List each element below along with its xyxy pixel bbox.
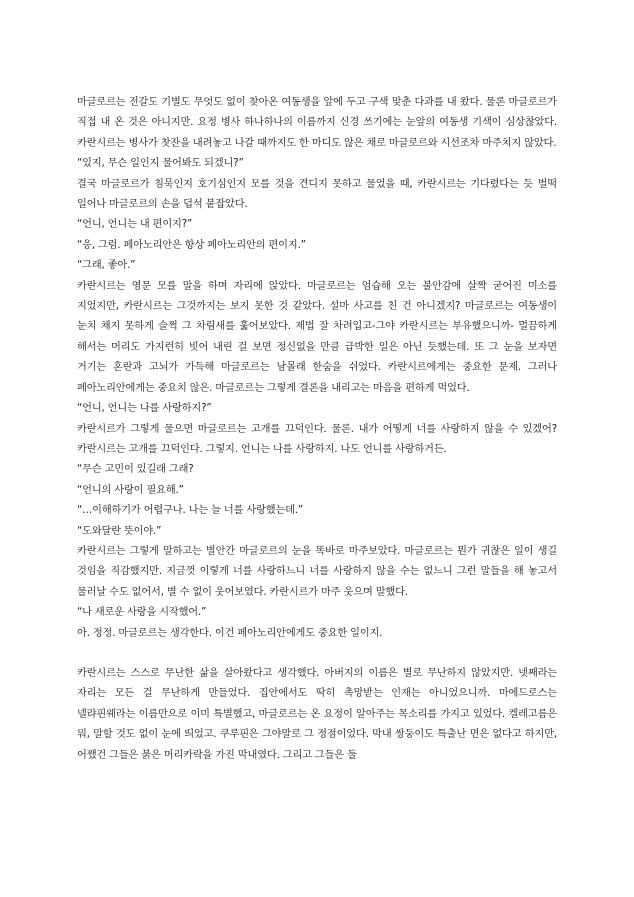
dialogue-line: “…이해하기가 어렵구나. 나는 늘 너를 사랑했는데.” xyxy=(77,505,304,517)
dialogue-line: “언니, 언니는 나를 사랑하지?” xyxy=(77,403,212,415)
paragraph: 아. 정정. 마글로르는 생각한다. 이건 페아노리안에게도 중요한 일이지. xyxy=(77,627,383,639)
dialogue-line: “언니의 사랑이 필요해.” xyxy=(77,484,184,496)
dialogue-line: “응, 그럼. 페아노리안은 항상 페아노리안의 편이지.” xyxy=(77,239,306,251)
paragraph: 카란시르는 그렇게 말하고는 별안간 마글로르의 눈을 똑바로 마주보았다. 마글로르는 뭔가 귀찮은 일이 생길 것임을 직감했지만. 지금껏 이렇게 너를 사랑하느니 너를 사랑하지 않을 수는 없느니 그런 말들을 해 놓고서 물러날 수도 없어서, 별 수 없이 웃어보였다. 카란시르가 마주 웃으며 말했다. xyxy=(77,545,557,598)
dialogue-line: “있지, 무슨 일인지 물어봐도 되겠니?” xyxy=(77,158,244,170)
dialogue-line: “도와달란 뜻이야.” xyxy=(77,525,162,537)
paragraph: 마글로르는 전갈도 기별도 무엇도 없이 찾아온 여동생을 앞에 두고 구색 맞춘 다과를 내 왔다. 물론 마글로르가 직접 내 온 것은 아니지만. 요정 병사 하나하나의 이름까지 신경 쓰기에는 눈앞의 여동생 기색이 심상찮았다. 카란시르는 병사가 찻잔을 내려놓고 나갈 때까지도 한 마디도 않은 채로 마글로르와 시선조차 마주치지 않았다. xyxy=(77,97,557,149)
paragraph: 카란시르는 영문 모를 말을 하며 자리에 앉았다. 마글로르는 엄습해 오는 불안감에 살짝 굳어진 미소를 지었지만, 카란시르는 그것까지는 보지 못한 것 같았다. 설마 사고를 친 건 아니겠지? 마글로르는 여동생이 눈치 채지 못하게 슬쩍 그 차림새를 훑어보았다. 제법 잘 차려입고-그야 카란시르는 부유했으니까- 멀끔하게 해서는 머리도 가지런히 빗어 내린 걸 보면 정신없을 만큼 급박한 일은 아닌 듯했는데. 또 그 눈을 보자면 거기는 혼란과 고뇌가 가득해 마글로르는 남몰래 한숨을 쉬었다. 카란시르에게는 중요한 문제. 그러나 페아노리안에게는 중요치 않은. 마글로르는 그렇게 결론을 내리고는 마음을 편하게 먹었다. xyxy=(77,280,557,394)
dialogue-line: “무슨 고민이 있길래 그래? xyxy=(77,464,194,476)
paragraph: 카란시르가 그렇게 물으면 마글로르는 고개를 끄덕인다. 물론. 내가 어떻게 너를 사랑하지 않을 수 있겠어? 카란시르는 고개를 끄덕인다. 그렇지. 언니는 나를 사랑하지. 나도 언니를 사랑하거든. xyxy=(77,423,557,455)
dialogue-line: “그래, 좋아.” xyxy=(77,260,136,272)
section-break xyxy=(77,644,557,664)
paragraph: 결국 마글로르가 침묵인지 호기심인지 모를 것을 견디지 못하고 물었을 때, 카란시르는 기다렸다는 듯 벌떡 일어나 마글로르의 손을 덥석 붙잡았다. xyxy=(77,178,557,211)
paragraph: 카란시르는 스스로 무난한 삶을 살아왔다고 생각했다. 아버지의 이름은 별로 무난하지 않았지만. 넷째라는 자리는 모든 걸 무난하게 만들었다. 집안에서도 딱히 촉망받는 인재는 아니었으니까. 마에드로스는 넬랴핀웨라는 이름만으로 이미 특별했고, 마글로르는 온 요정이 알아주는 목소리를 가지고 있었다. 켈레고름은 뭐, 말할 것도 없이 눈에 띄었고. 쿠루핀은 그야말로 그 정점이었다. 막내 쌍둥이도 특출난 면은 없다고 하지만, 어쨌건 그들은 붉은 머리카락을 가진 막내였다. 그리고 그들은 둘 xyxy=(77,667,557,761)
dialogue-line: “언니, 언니는 내 편이지?” xyxy=(77,219,193,231)
body-text xyxy=(77,93,557,766)
dialogue-line: “나 새로운 사랑을 시작했어.” xyxy=(77,607,207,619)
